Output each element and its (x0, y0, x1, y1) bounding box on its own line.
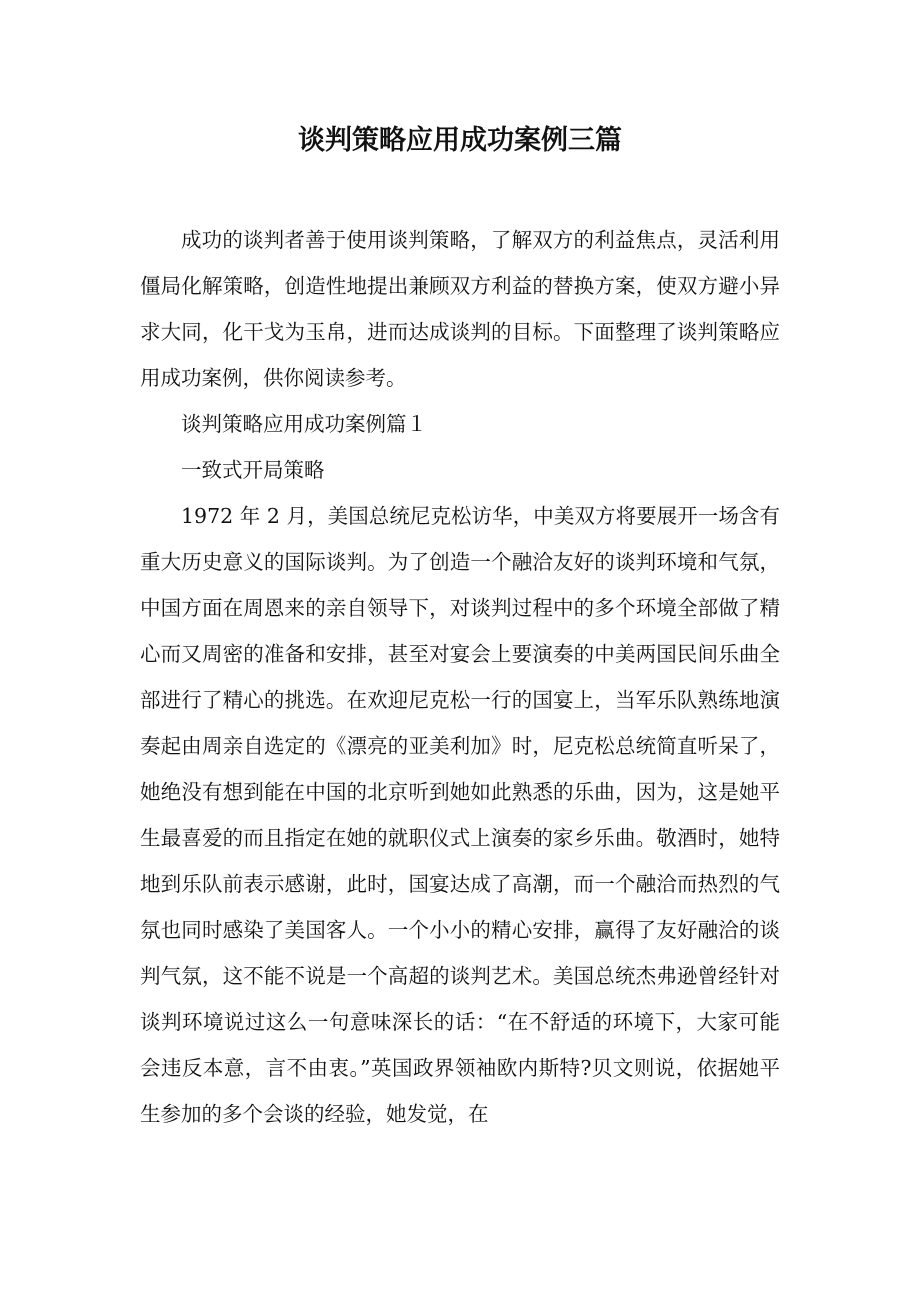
document-body (140, 217, 780, 1137)
subheading-strategy: 一致式开局策略 (181, 458, 325, 482)
paragraph-intro: 成功的谈判者善于使用谈判策略，了解双方的利益焦点，灵活利用僵局化解策略，创造性地提出兼顾双方利益的替换方案，使双方避小异求大同，化干戈为玉帛，进而达成谈判的目标。下面整理了谈判策略应用成功案例，供你阅读参考。 (140, 228, 780, 390)
document-title: 谈判策略应用成功案例三篇 (298, 125, 622, 156)
paragraph-case-body: 1972 年 2 月，美国总统尼克松访华，中美双方将要展开一场含有重大历史意义的国际谈判。为了创造一个融洽友好的谈判环境和气氛，中国方面在周恩来的亲自领导下，对谈判过程中的多个环境全部做了精心而又周密的准备和安排，甚至对宴会上要演奏的中美两国民间乐曲全部进行了精心的挑选。在欢迎尼克松一行的国宴上，当军乐队熟练地演奏起由周亲自选定的《漂亮的亚美利加》时，尼克松总统简直听呆了，她绝没有想到能在中国的北京听到她如此熟悉的乐曲，因为，这是她平生最喜爱的而且指定在她的就职仪式上演奏的家乡乐曲。敬酒时，她特地到乐队前表示感谢，此时，国宴达成了高潮，而一个融洽而热烈的气氛也同时感染了美国客人。一个小小的精心安排，赢得了友好融洽的谈判气氛，这不能不说是一个高超的谈判艺术。美国总统杰弗逊曾经针对谈判环境说过这么一句意味深长的话：“在不舒适的环境下，大家可能会违反本意，言不由衷。”英国政界领袖欧内斯特?贝文则说，依据她平生参加的多个会谈的经验，她发觉，在 (140, 504, 780, 1126)
section-heading-case-1: 谈判策略应用成功案例篇１ (181, 412, 427, 436)
